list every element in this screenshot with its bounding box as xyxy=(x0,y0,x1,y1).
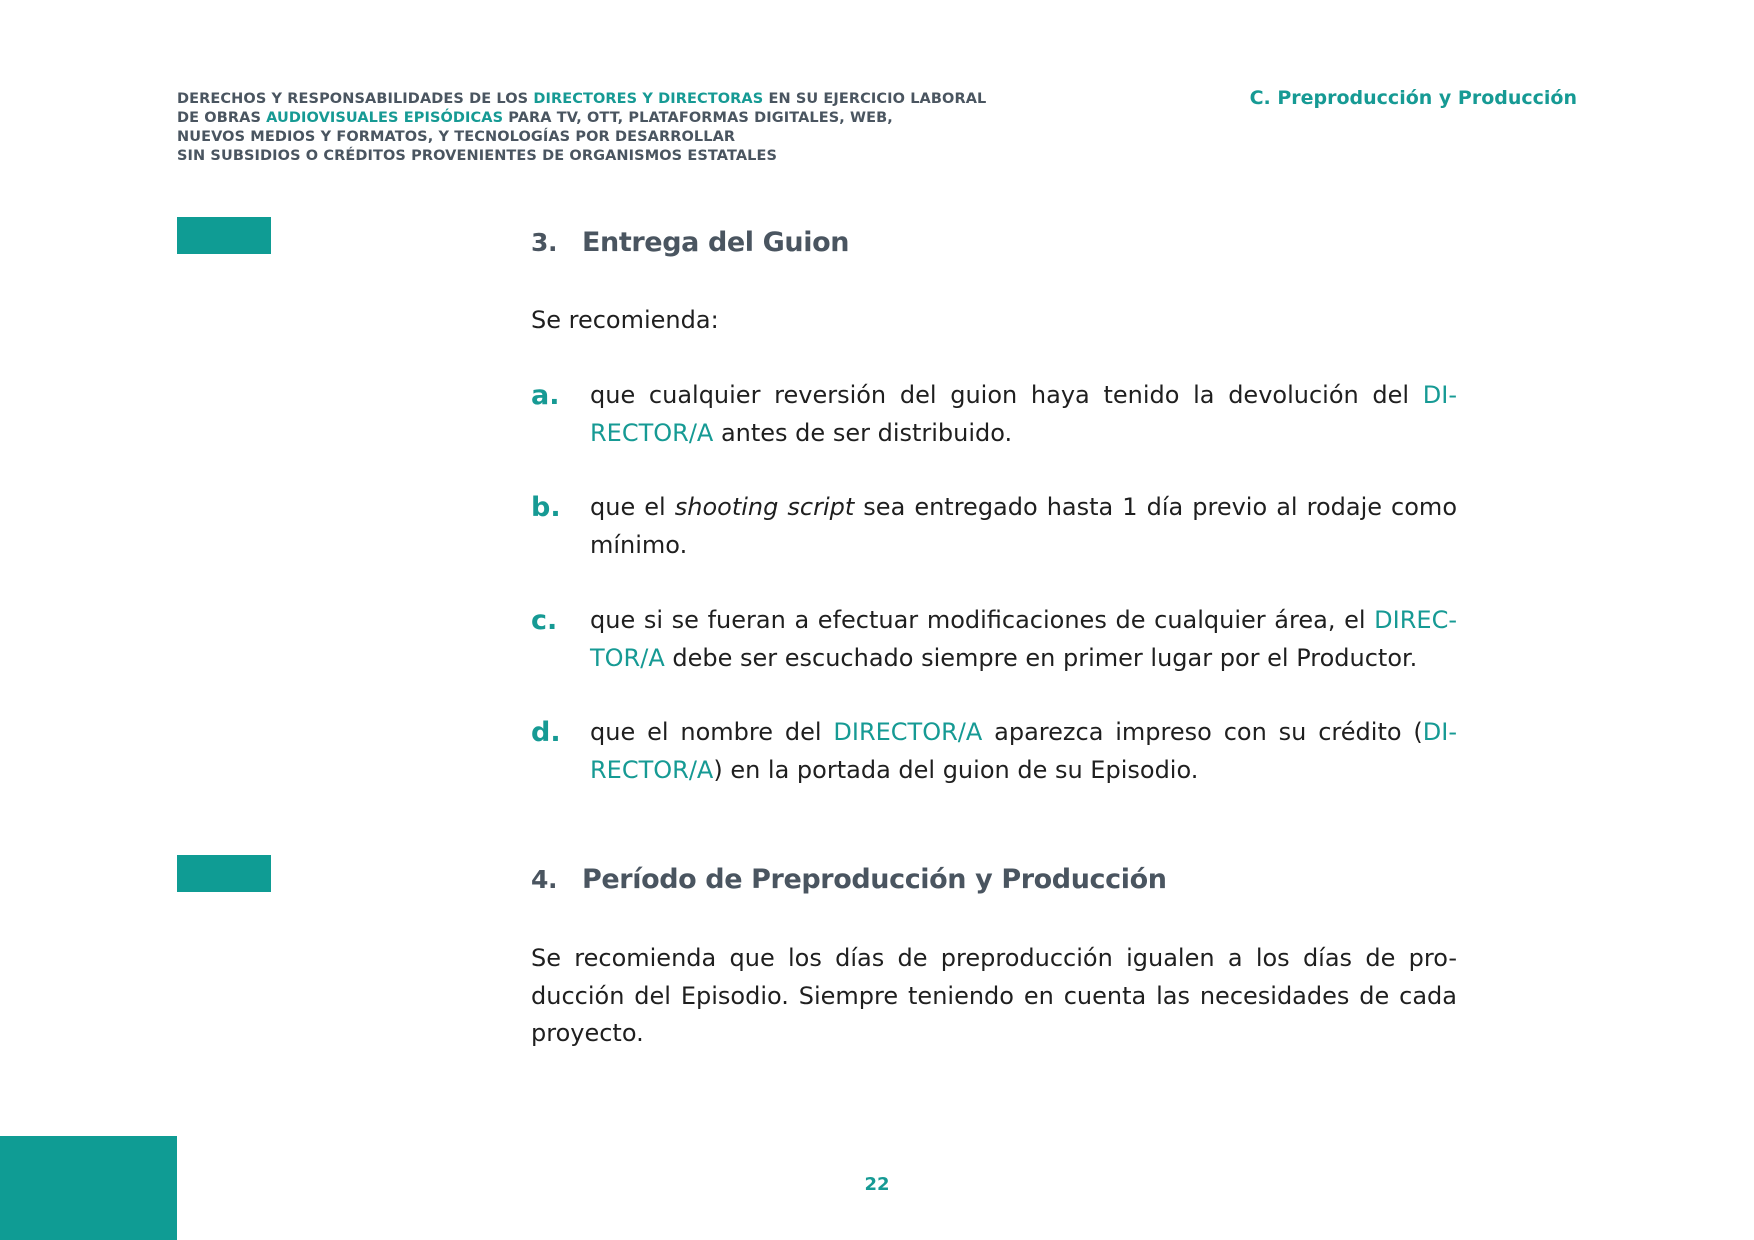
section-4-heading xyxy=(531,864,1167,895)
section-4-number: 4. xyxy=(531,865,558,894)
item-accent-text: DI-RECTOR/A xyxy=(590,718,1457,784)
document-header xyxy=(177,90,1077,166)
list-item-text xyxy=(590,714,1457,789)
item-text: ) en la portada del guion de su Episodio. xyxy=(713,755,1199,784)
item-text: que el xyxy=(590,493,675,521)
list-item-c xyxy=(531,602,1457,677)
item-text: que cualquier reversión del guion haya tenido la devolución del xyxy=(590,381,1423,409)
list-item-b xyxy=(531,489,1457,564)
item-accent-text: DIREC-TOR/A xyxy=(590,606,1457,672)
header-text: DE OBRAS xyxy=(177,110,267,126)
section-marker-4 xyxy=(177,855,271,892)
header-accent-text: AUDIOVISUALES EPISÓDICAS xyxy=(266,110,504,126)
section-3-title: Entrega del Guion xyxy=(582,227,850,258)
list-item-text xyxy=(590,377,1457,452)
item-accent-text: DI-RECTOR/A xyxy=(590,381,1457,447)
list-item-letter: c. xyxy=(531,605,558,636)
section-4-title: Período de Preproducción y Producción xyxy=(582,864,1167,895)
list-item-letter: b. xyxy=(531,492,561,523)
list-item-letter: a. xyxy=(531,380,560,411)
header-line-3: NUEVOS MEDIOS Y FORMATOS, Y TECNOLOGÍAS POR DESARROLLAR xyxy=(177,129,736,145)
header-text: DERECHOS Y RESPONSABILIDADES DE LOS xyxy=(177,91,534,107)
section-marker-3 xyxy=(177,217,271,254)
item-italic-text: shooting script xyxy=(674,493,855,521)
header-accent-text: DIRECTORES Y DIRECTORAS xyxy=(533,91,764,107)
section-3-intro: Se recomienda: xyxy=(531,306,719,334)
section-3-heading xyxy=(531,227,849,258)
item-text: que si se fueran a efectuar modificaciones de cualquier área, el xyxy=(590,606,1375,634)
item-text: sea entregado hasta 1 día previo al rodaje como mínimo. xyxy=(590,493,1457,559)
header-text: PARA TV, OTT, PLATAFORMAS DIGITALES, WEB, xyxy=(503,110,893,126)
list-item-d xyxy=(531,714,1457,789)
header-line-1 xyxy=(177,90,1077,109)
list-item-text xyxy=(590,489,1457,564)
section-label: C. Preproducción y Producción xyxy=(1249,87,1577,109)
section-4-body: Se recomienda que los días de preproducción igualen a los días de pro-ducción del Episodio. Siempre teniendo en cuenta las necesidades de cada proyecto. xyxy=(531,944,1457,1047)
list-item-text xyxy=(590,602,1457,677)
item-text: antes de ser distribuido. xyxy=(713,418,1013,447)
item-text: que el nombre del xyxy=(590,718,834,746)
list-item-a xyxy=(531,377,1457,452)
item-text: debe ser escuchado siempre en primer lugar por el Productor. xyxy=(664,643,1418,672)
header-line-4: SIN SUBSIDIOS O CRÉDITOS PROVENIENTES DE ORGANISMOS ESTATALES xyxy=(177,148,778,164)
section-3-number: 3. xyxy=(531,228,558,257)
list-item-letter: d. xyxy=(531,717,561,748)
item-accent-text: DIRECTOR/A xyxy=(833,718,983,746)
header-line-2 xyxy=(177,109,1077,128)
item-text: aparezca impreso con su crédito ( xyxy=(982,718,1423,746)
header-text: EN SU EJERCICIO LABORAL xyxy=(763,91,987,107)
page-number: 22 xyxy=(864,1174,890,1195)
